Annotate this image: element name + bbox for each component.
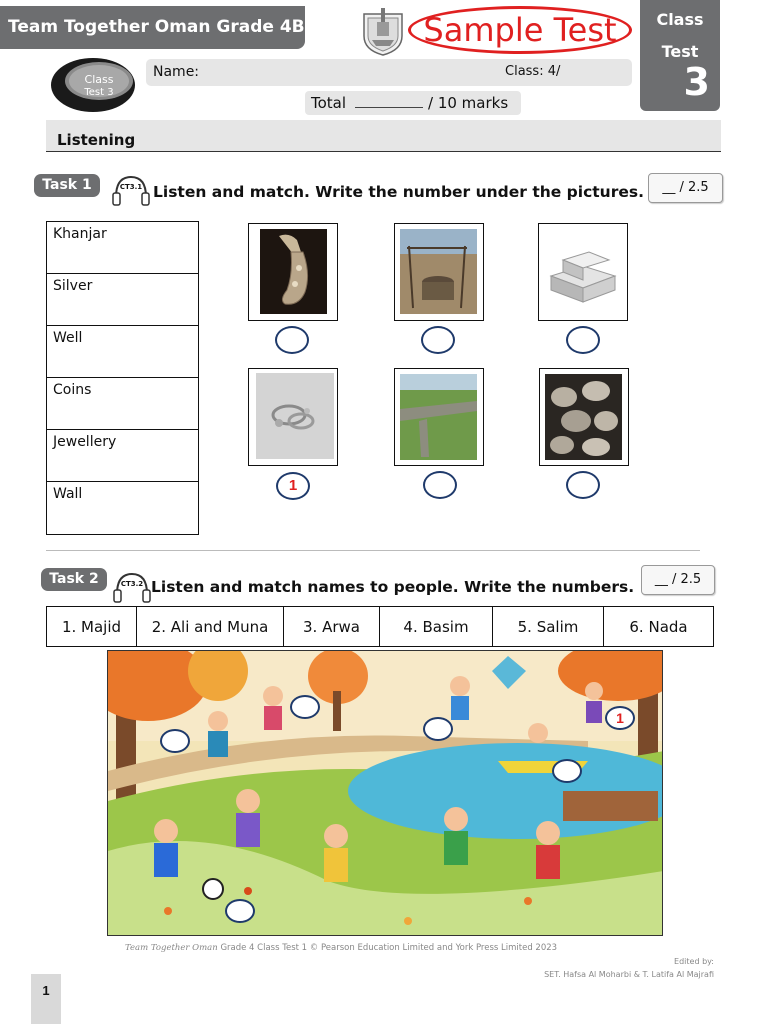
task1-instruction: Listen and match. Write the number under the pictures. [153,183,644,201]
picture-silver [538,223,628,321]
task1-badge: Task 1 [34,174,100,197]
editors-names: SET. Hafsa Al Moharbi & T. Latifa Al Majrafi [544,970,714,979]
name-label: Name: [153,64,200,80]
jewellery-photo [249,369,336,464]
edited-by-label: Edited by: [674,957,714,966]
word-cell: Jewellery [47,430,198,482]
name-cell: 4. Basim [380,607,493,646]
names-table [46,606,714,647]
silver-bars-photo [539,224,626,319]
task1-audio[interactable] [111,173,151,207]
picture-coins [539,368,629,466]
footer-editors [540,955,714,981]
name-cell: 2. Ali and Muna [137,607,284,646]
total-label: Total [311,94,347,112]
answer-circle[interactable]: 1 [276,472,310,500]
school-crest-icon [360,6,406,56]
footer-brand: Team Together Oman [125,943,218,953]
class-test-tab [640,0,720,111]
sample-test-stamp: Sample Test [408,6,632,54]
class-tab-line2: Test [661,42,699,61]
task2-instruction: Listen and match names to people. Write the numbers. [151,578,635,596]
total-blank-line[interactable] [355,107,423,108]
scene-answer-circle[interactable] [552,759,582,783]
word-table [46,221,199,535]
stone-wall-photo [395,369,482,464]
word-cell: Well [47,326,198,378]
task2-track-label: CT3.2 [120,580,144,588]
task2-audio[interactable] [112,570,152,604]
scene-answer-circle[interactable] [423,717,453,741]
picture-wall [394,368,484,466]
task1-score-box: __ / 2.5 [648,173,723,203]
word-cell: Silver [47,274,198,326]
picture-well [394,223,484,321]
scene-answer-circle[interactable]: 1 [605,706,635,730]
picture-jewellery [248,368,338,466]
park-scene [107,650,663,936]
footer-copyright-text: Grade 4 Class Test 1 © Pearson Education Limited and York Press Limited 2023 [220,943,558,953]
class-tab-line1: Class [656,10,704,29]
scene-answer-circle[interactable] [160,729,190,753]
scene-answer-circle[interactable] [290,695,320,719]
task2-score-box: __ / 2.5 [641,565,715,595]
name-cell: 6. Nada [629,617,688,636]
word-cell: Coins [47,378,198,430]
answer-circle[interactable] [423,471,457,499]
total-marks: / 10 marks [428,94,509,112]
answer-circle[interactable] [275,326,309,354]
section-title: Listening [57,131,136,149]
answer-circle[interactable] [566,471,600,499]
name-cell: 3. Arwa [284,607,380,646]
answer-circle[interactable] [421,326,455,354]
name-cell: 1. Majid [47,607,137,646]
name-cell: 5. Salim [493,607,604,646]
series-title: Team Together Oman Grade 4B [0,6,305,49]
scene-answer-circle[interactable] [225,899,255,923]
coins-photo [540,369,627,464]
footer-copyright [125,943,557,953]
page-number: 1 [31,974,61,1024]
section-bar [46,120,721,152]
logo-line2: Test 3 [84,87,114,98]
word-cell: Khanjar [47,222,198,274]
answer-circle[interactable] [566,326,600,354]
task1-track-label: CT3.1 [119,183,143,191]
class-tab-number: 3 [683,60,710,104]
class-label: Class: 4/ [505,64,561,79]
class-test-logo [50,57,138,113]
word-cell: Wall [53,486,83,502]
well-photo [395,224,482,319]
park-illustration [108,651,663,936]
divider [46,550,700,551]
khanjar-dagger-photo [249,224,336,319]
logo-line1: Class [84,73,114,86]
picture-khanjar [248,223,338,321]
task2-badge: Task 2 [41,568,107,591]
